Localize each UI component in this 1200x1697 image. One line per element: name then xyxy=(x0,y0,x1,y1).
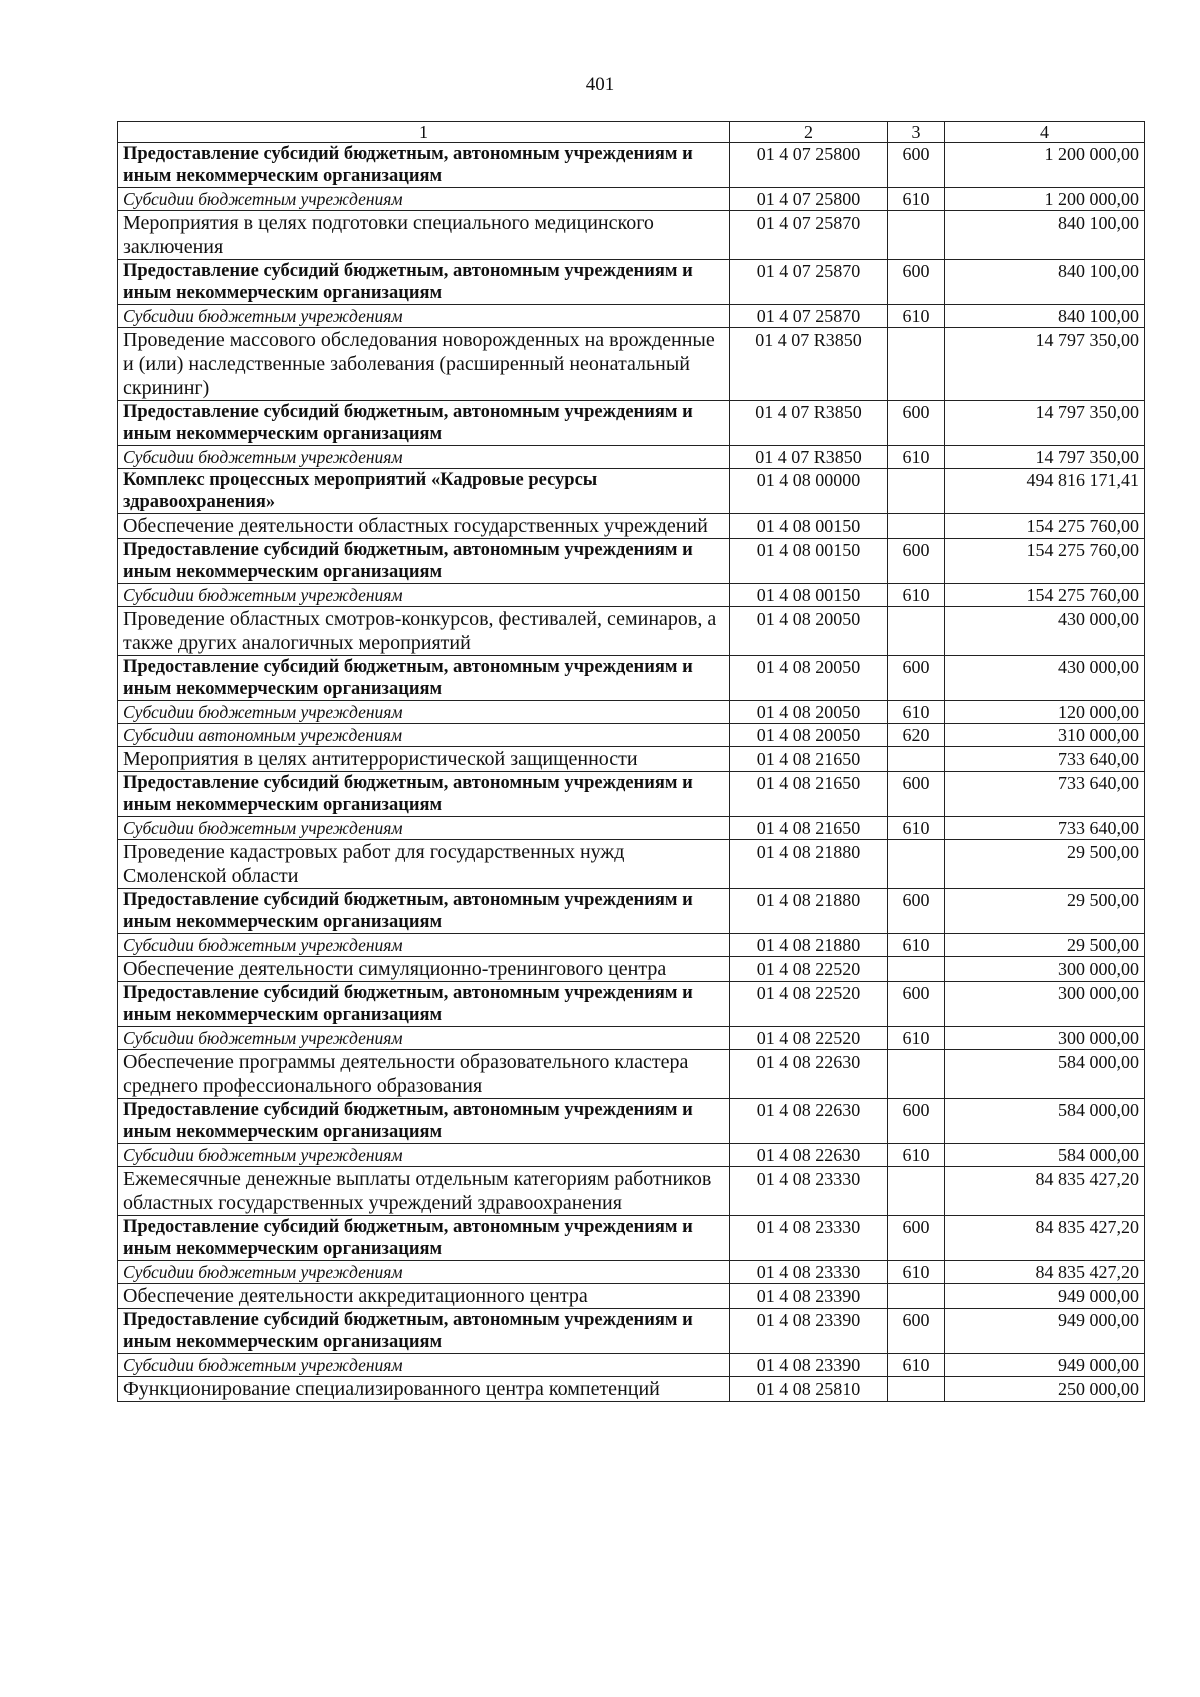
row-name-cell: Предоставление субсидий бюджетным, автономным учреждениям и иным некоммерческим организациям xyxy=(118,982,730,1027)
table-row xyxy=(118,1027,1145,1050)
table-row xyxy=(118,1309,1145,1354)
table-row xyxy=(118,772,1145,817)
row-expense-type-cell: 600 xyxy=(888,539,945,584)
row-amount-cell: 84 835 427,20 xyxy=(945,1261,1145,1284)
header-col-4: 4 xyxy=(945,122,1145,143)
row-code-cell: 01 4 08 23390 xyxy=(730,1309,888,1354)
row-expense-type-cell: 600 xyxy=(888,982,945,1027)
row-name-cell: Субсидии автономным учреждениям xyxy=(118,724,730,747)
row-expense-type-cell: 610 xyxy=(888,1144,945,1167)
row-expense-type-cell: 610 xyxy=(888,1261,945,1284)
row-code-cell: 01 4 08 23330 xyxy=(730,1216,888,1261)
table-row xyxy=(118,584,1145,607)
row-amount-cell: 1 200 000,00 xyxy=(945,188,1145,211)
row-name-cell: Предоставление субсидий бюджетным, автономным учреждениям и иным некоммерческим организациям xyxy=(118,539,730,584)
row-name-cell: Обеспечение деятельности областных государственных учреждений xyxy=(118,514,730,539)
row-expense-type-cell xyxy=(888,211,945,260)
row-amount-cell: 840 100,00 xyxy=(945,260,1145,305)
row-expense-type-cell: 600 xyxy=(888,889,945,934)
row-amount-cell: 84 835 427,20 xyxy=(945,1167,1145,1216)
row-name-cell: Субсидии бюджетным учреждениям xyxy=(118,1354,730,1377)
row-amount-cell: 840 100,00 xyxy=(945,305,1145,328)
table-row xyxy=(118,188,1145,211)
row-amount-cell: 584 000,00 xyxy=(945,1099,1145,1144)
table-row xyxy=(118,656,1145,701)
table-row xyxy=(118,446,1145,469)
row-name-cell: Субсидии бюджетным учреждениям xyxy=(118,1261,730,1284)
table-row xyxy=(118,328,1145,401)
table-row xyxy=(118,305,1145,328)
row-expense-type-cell xyxy=(888,1284,945,1309)
row-amount-cell: 733 640,00 xyxy=(945,772,1145,817)
table-row xyxy=(118,1144,1145,1167)
row-expense-type-cell: 610 xyxy=(888,584,945,607)
row-expense-type-cell xyxy=(888,469,945,514)
table-row xyxy=(118,401,1145,446)
row-amount-cell: 1 200 000,00 xyxy=(945,143,1145,188)
table-row xyxy=(118,1284,1145,1309)
row-code-cell: 01 4 08 00150 xyxy=(730,514,888,539)
row-amount-cell: 430 000,00 xyxy=(945,656,1145,701)
row-expense-type-cell xyxy=(888,840,945,889)
row-code-cell: 01 4 08 21650 xyxy=(730,817,888,840)
row-expense-type-cell: 620 xyxy=(888,724,945,747)
row-name-cell: Субсидии бюджетным учреждениям xyxy=(118,701,730,724)
row-expense-type-cell: 600 xyxy=(888,1216,945,1261)
table-row xyxy=(118,957,1145,982)
row-amount-cell: 310 000,00 xyxy=(945,724,1145,747)
row-expense-type-cell: 610 xyxy=(888,446,945,469)
row-name-cell: Мероприятия в целях подготовки специального медицинского заключения xyxy=(118,211,730,260)
row-name-cell: Предоставление субсидий бюджетным, автономным учреждениям и иным некоммерческим организациям xyxy=(118,889,730,934)
row-code-cell: 01 4 07 25870 xyxy=(730,305,888,328)
row-code-cell: 01 4 08 21880 xyxy=(730,840,888,889)
row-code-cell: 01 4 08 23330 xyxy=(730,1167,888,1216)
row-amount-cell: 154 275 760,00 xyxy=(945,584,1145,607)
row-name-cell: Проведение кадастровых работ для государственных нужд Смоленской области xyxy=(118,840,730,889)
row-name-cell: Обеспечение деятельности аккредитационного центра xyxy=(118,1284,730,1309)
row-amount-cell: 14 797 350,00 xyxy=(945,328,1145,401)
row-code-cell: 01 4 08 25810 xyxy=(730,1377,888,1402)
row-expense-type-cell: 600 xyxy=(888,401,945,446)
row-name-cell: Субсидии бюджетным учреждениям xyxy=(118,1027,730,1050)
header-col-1: 1 xyxy=(118,122,730,143)
row-name-cell: Субсидии бюджетным учреждениям xyxy=(118,1144,730,1167)
row-expense-type-cell: 600 xyxy=(888,260,945,305)
row-code-cell: 01 4 08 21650 xyxy=(730,747,888,772)
row-expense-type-cell: 600 xyxy=(888,1309,945,1354)
table-row xyxy=(118,1099,1145,1144)
table-row xyxy=(118,1216,1145,1261)
row-expense-type-cell xyxy=(888,514,945,539)
row-code-cell: 01 4 08 00000 xyxy=(730,469,888,514)
row-code-cell: 01 4 08 22520 xyxy=(730,1027,888,1050)
row-name-cell: Субсидии бюджетным учреждениям xyxy=(118,584,730,607)
row-code-cell: 01 4 08 23330 xyxy=(730,1261,888,1284)
row-amount-cell: 430 000,00 xyxy=(945,607,1145,656)
row-expense-type-cell: 600 xyxy=(888,143,945,188)
row-expense-type-cell xyxy=(888,328,945,401)
row-name-cell: Субсидии бюджетным учреждениям xyxy=(118,934,730,957)
table-row xyxy=(118,934,1145,957)
row-expense-type-cell: 610 xyxy=(888,934,945,957)
row-expense-type-cell xyxy=(888,1167,945,1216)
row-amount-cell: 300 000,00 xyxy=(945,982,1145,1027)
row-amount-cell: 584 000,00 xyxy=(945,1050,1145,1099)
table-row xyxy=(118,1167,1145,1216)
row-amount-cell: 14 797 350,00 xyxy=(945,446,1145,469)
row-code-cell: 01 4 07 R3850 xyxy=(730,401,888,446)
table-row xyxy=(118,1377,1145,1402)
row-code-cell: 01 4 08 20050 xyxy=(730,656,888,701)
row-expense-type-cell: 600 xyxy=(888,772,945,817)
row-amount-cell: 949 000,00 xyxy=(945,1284,1145,1309)
row-amount-cell: 250 000,00 xyxy=(945,1377,1145,1402)
row-name-cell: Обеспечение программы деятельности образовательного кластера среднего профессионального образования xyxy=(118,1050,730,1099)
budget-table xyxy=(117,121,1145,1402)
table-row xyxy=(118,889,1145,934)
row-name-cell: Проведение массового обследования новорожденных на врожденные и (или) наследственные заболевания (расширенный неонатальный скрининг) xyxy=(118,328,730,401)
row-name-cell: Субсидии бюджетным учреждениям xyxy=(118,188,730,211)
table-row xyxy=(118,514,1145,539)
row-code-cell: 01 4 08 20050 xyxy=(730,607,888,656)
row-amount-cell: 949 000,00 xyxy=(945,1354,1145,1377)
row-code-cell: 01 4 08 22520 xyxy=(730,957,888,982)
table-row xyxy=(118,1050,1145,1099)
row-name-cell: Проведение областных смотров-конкурсов, фестивалей, семинаров, а также других аналогичных мероприятий xyxy=(118,607,730,656)
row-name-cell: Комплекс процессных мероприятий «Кадровые ресурсы здравоохранения» xyxy=(118,469,730,514)
row-expense-type-cell xyxy=(888,747,945,772)
row-name-cell: Предоставление субсидий бюджетным, автономным учреждениям и иным некоммерческим организациям xyxy=(118,401,730,446)
table-body xyxy=(118,143,1145,1402)
row-expense-type-cell: 600 xyxy=(888,656,945,701)
row-name-cell: Предоставление субсидий бюджетным, автономным учреждениям и иным некоммерческим организациям xyxy=(118,656,730,701)
row-amount-cell: 154 275 760,00 xyxy=(945,539,1145,584)
row-amount-cell: 300 000,00 xyxy=(945,1027,1145,1050)
row-amount-cell: 84 835 427,20 xyxy=(945,1216,1145,1261)
row-name-cell: Обеспечение деятельности симуляционно-тренингового центра xyxy=(118,957,730,982)
row-amount-cell: 494 816 171,41 xyxy=(945,469,1145,514)
row-amount-cell: 120 000,00 xyxy=(945,701,1145,724)
row-expense-type-cell xyxy=(888,957,945,982)
row-expense-type-cell xyxy=(888,1050,945,1099)
row-code-cell: 01 4 08 22520 xyxy=(730,982,888,1027)
row-name-cell: Предоставление субсидий бюджетным, автономным учреждениям и иным некоммерческим организациям xyxy=(118,1099,730,1144)
row-expense-type-cell: 610 xyxy=(888,701,945,724)
table-row xyxy=(118,817,1145,840)
row-code-cell: 01 4 07 25800 xyxy=(730,143,888,188)
table-row xyxy=(118,840,1145,889)
row-amount-cell: 733 640,00 xyxy=(945,817,1145,840)
row-code-cell: 01 4 08 20050 xyxy=(730,701,888,724)
row-code-cell: 01 4 07 25870 xyxy=(730,260,888,305)
table-row xyxy=(118,143,1145,188)
row-code-cell: 01 4 08 21880 xyxy=(730,934,888,957)
row-name-cell: Предоставление субсидий бюджетным, автономным учреждениям и иным некоммерческим организациям xyxy=(118,772,730,817)
table-row xyxy=(118,982,1145,1027)
table-row xyxy=(118,1261,1145,1284)
row-amount-cell: 14 797 350,00 xyxy=(945,401,1145,446)
row-amount-cell: 300 000,00 xyxy=(945,957,1145,982)
row-code-cell: 01 4 07 25800 xyxy=(730,188,888,211)
row-code-cell: 01 4 08 22630 xyxy=(730,1144,888,1167)
header-col-2: 2 xyxy=(730,122,888,143)
row-expense-type-cell: 610 xyxy=(888,1027,945,1050)
row-name-cell: Субсидии бюджетным учреждениям xyxy=(118,817,730,840)
row-code-cell: 01 4 08 22630 xyxy=(730,1050,888,1099)
row-code-cell: 01 4 08 21880 xyxy=(730,889,888,934)
row-amount-cell: 733 640,00 xyxy=(945,747,1145,772)
row-code-cell: 01 4 08 23390 xyxy=(730,1284,888,1309)
row-name-cell: Ежемесячные денежные выплаты отдельным категориям работников областных государственных учреждений здравоохранения xyxy=(118,1167,730,1216)
row-expense-type-cell: 600 xyxy=(888,1099,945,1144)
table-row xyxy=(118,211,1145,260)
table-row xyxy=(118,724,1145,747)
row-expense-type-cell: 610 xyxy=(888,817,945,840)
row-code-cell: 01 4 08 21650 xyxy=(730,772,888,817)
table-row xyxy=(118,539,1145,584)
row-code-cell: 01 4 08 22630 xyxy=(730,1099,888,1144)
row-name-cell: Мероприятия в целях антитеррористической защищенности xyxy=(118,747,730,772)
row-code-cell: 01 4 08 23390 xyxy=(730,1354,888,1377)
row-amount-cell: 949 000,00 xyxy=(945,1309,1145,1354)
table-header-row xyxy=(118,122,1145,143)
row-expense-type-cell: 610 xyxy=(888,188,945,211)
row-name-cell: Субсидии бюджетным учреждениям xyxy=(118,446,730,469)
row-name-cell: Предоставление субсидий бюджетным, автономным учреждениям и иным некоммерческим организациям xyxy=(118,1216,730,1261)
row-code-cell: 01 4 08 20050 xyxy=(730,724,888,747)
row-expense-type-cell xyxy=(888,1377,945,1402)
row-name-cell: Предоставление субсидий бюджетным, автономным учреждениям и иным некоммерческим организациям xyxy=(118,1309,730,1354)
row-name-cell: Функционирование специализированного центра компетенций xyxy=(118,1377,730,1402)
page-number: 401 xyxy=(585,74,615,95)
row-code-cell: 01 4 07 R3850 xyxy=(730,328,888,401)
row-expense-type-cell xyxy=(888,607,945,656)
row-amount-cell: 840 100,00 xyxy=(945,211,1145,260)
row-code-cell: 01 4 08 00150 xyxy=(730,584,888,607)
row-amount-cell: 154 275 760,00 xyxy=(945,514,1145,539)
row-name-cell: Предоставление субсидий бюджетным, автономным учреждениям и иным некоммерческим организациям xyxy=(118,143,730,188)
row-expense-type-cell: 610 xyxy=(888,1354,945,1377)
row-amount-cell: 29 500,00 xyxy=(945,934,1145,957)
table-row xyxy=(118,701,1145,724)
table-row xyxy=(118,607,1145,656)
row-code-cell: 01 4 07 25870 xyxy=(730,211,888,260)
row-name-cell: Субсидии бюджетным учреждениям xyxy=(118,305,730,328)
table-row xyxy=(118,747,1145,772)
table-row xyxy=(118,260,1145,305)
row-amount-cell: 29 500,00 xyxy=(945,840,1145,889)
table-row xyxy=(118,1354,1145,1377)
row-expense-type-cell: 610 xyxy=(888,305,945,328)
row-code-cell: 01 4 07 R3850 xyxy=(730,446,888,469)
row-amount-cell: 584 000,00 xyxy=(945,1144,1145,1167)
row-code-cell: 01 4 08 00150 xyxy=(730,539,888,584)
header-col-3: 3 xyxy=(888,122,945,143)
table-row xyxy=(118,469,1145,514)
row-amount-cell: 29 500,00 xyxy=(945,889,1145,934)
row-name-cell: Предоставление субсидий бюджетным, автономным учреждениям и иным некоммерческим организациям xyxy=(118,260,730,305)
